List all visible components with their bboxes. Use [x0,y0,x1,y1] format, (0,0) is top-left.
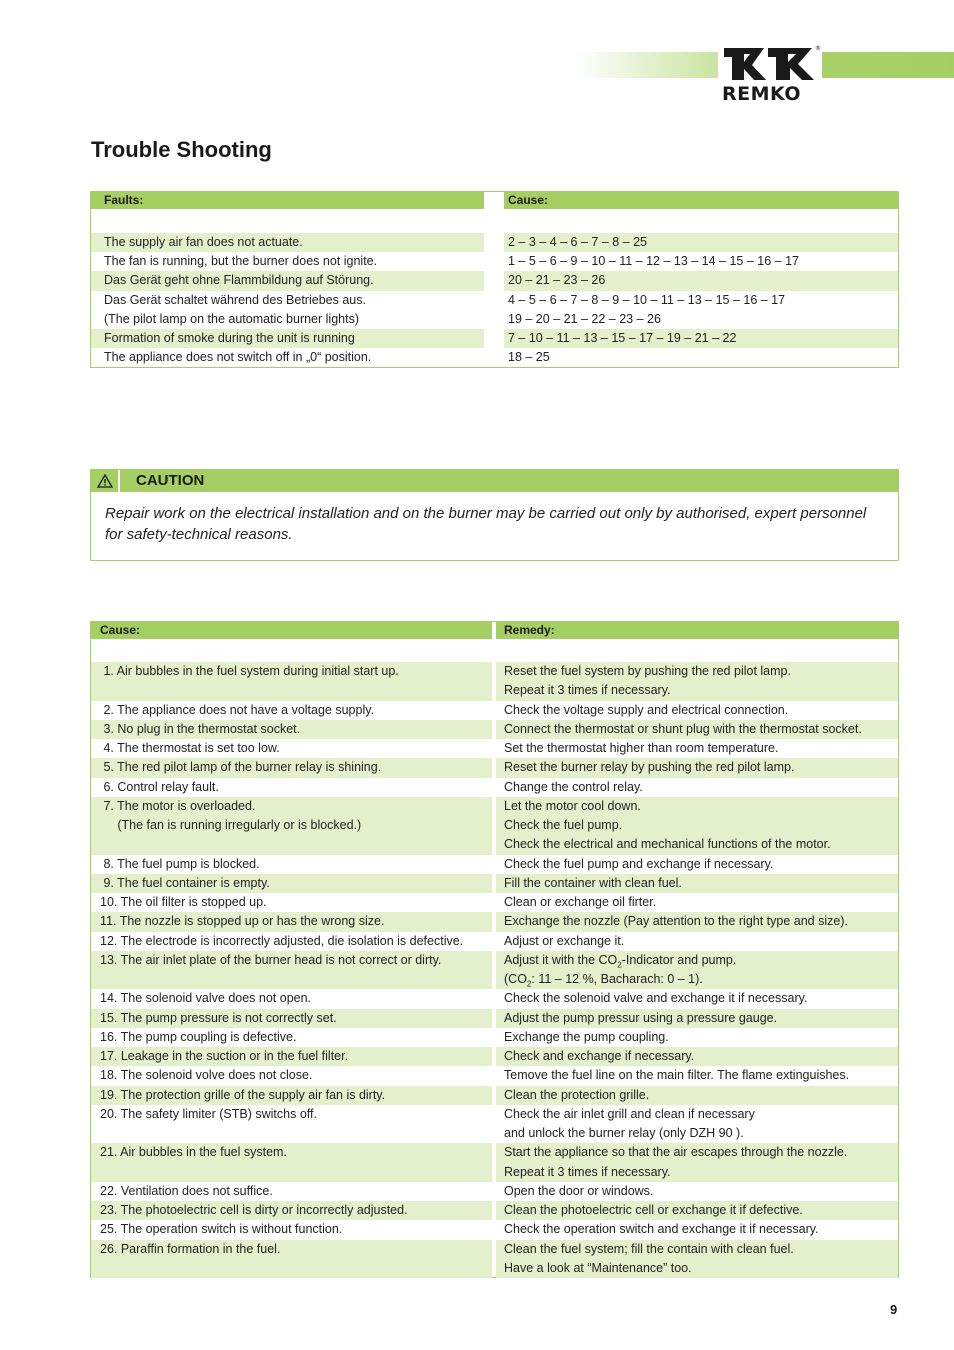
remedy-line: Check the fuel pump. [504,818,623,832]
remedy-row [91,855,898,874]
cause-line: 5. The red pilot lamp of the burner relay is shining. [100,760,382,775]
remedy-row [91,1028,898,1047]
cause-cell [91,855,492,874]
cause-cell [91,1086,492,1105]
cause-line: 6. Control relay fault. [100,779,219,794]
cause-line: 10. The oil filter is stopped up. [100,895,267,909]
cause-line: 18. The solenoid volve does not close. [100,1068,313,1083]
cause-cell [91,701,492,720]
fault-cause-list: 4 – 5 – 6 – 7 – 8 – 9 – 10 – 11 – 13 – 15 – 16 – 17 [508,292,786,307]
remedy-line: Check the solenoid valve and exchange it if necessary. [504,991,808,1006]
logo-wordmark: REMKO [722,83,802,105]
remedy-cell [496,739,898,758]
remedy-cell [496,1240,898,1279]
page-title: Trouble Shooting [91,137,272,162]
remedy-line: Reset the burner relay by pushing the red pilot lamp. [504,760,795,775]
cause-line: 8. The fuel pump is blocked. [100,856,260,871]
cause-cell [91,739,492,758]
cause-cell [91,797,492,855]
fault-cause-list: 7 – 10 – 11 – 13 – 15 – 17 – 19 – 21 – 22 [504,329,898,348]
cause-cell [91,758,492,777]
remedy-header [496,622,898,639]
remedy-cell [496,797,898,855]
caution-title: CAUTION [136,472,205,489]
remedy-line: Adjust it with the $CO_2$-Indicator and pump. [504,952,737,970]
remedy-line: Check the operation switch and exchange it if necessary. [504,1222,819,1237]
warning-triangle-icon [91,470,120,492]
cause-line: 9. The fuel container is empty. [100,875,270,890]
remedy-row [91,1066,898,1085]
cause-cell [91,932,492,951]
remedy-cell [496,1009,898,1028]
remedy-row [91,912,898,931]
cause-cell [91,662,492,701]
remedy-line: Adjust the pump pressur using a pressure gauge. [504,1010,778,1025]
remedy-line: Exchange the pump coupling. [504,1029,669,1044]
remedy-row [91,932,898,951]
remedy-row [91,893,898,912]
remedy-line: Check the voltage supply and electrical connection. [504,702,789,717]
remedy-cell [496,720,898,739]
cause-cell [91,720,492,739]
faults-row [91,310,898,329]
remedy-line: Open the door or windows. [504,1183,654,1198]
cause-header-label: Cause: [508,193,549,207]
remedy-row [91,874,898,893]
cause-cell [91,1201,492,1220]
fault-cause-list: 2 – 3 – 4 – 6 – 7 – 8 – 25 [504,233,898,252]
remedy-cell [496,1028,898,1047]
fault-text: The appliance does not switch off in „0“ position. [104,350,372,365]
remedy-line: and unlock the burner relay (only DZH 90 ). [504,1126,744,1140]
remedy-cause-header-label: Cause: [100,623,141,637]
faults-header [91,192,484,209]
fault-cause-list: 20 – 21 – 23 – 26 [504,271,898,290]
remedy-line: Repeat it 3 times if necessary. [504,1164,671,1179]
cause-cell [91,912,492,931]
cause-cell [91,893,492,912]
faults-row [91,329,898,348]
remedy-cell [496,1143,898,1182]
remedy-cell [496,1220,898,1239]
remedy-line: Check and exchange if necessary. [504,1049,695,1063]
remedy-row [91,701,898,720]
remedy-line: Fill the container with clean fuel. [504,875,682,890]
remedy-line: Set the thermostat higher than room temperature. [504,741,779,755]
remedy-line: Temove the fuel line on the main filter. The flame extinguishes. [504,1068,850,1083]
cause-line: 17. Leakage in the suction or in the fuel filter. [100,1049,349,1063]
cause-line: 12. The electrode is incorrectly adjusted, die isolation is defective. [100,933,464,948]
faults-table [90,191,899,368]
faults-row [91,348,898,367]
remedy-cell [496,912,898,931]
remedy-cell [496,932,898,951]
faults-row [91,233,898,252]
cause-line: 13. The air inlet plate of the burner head is not correct or dirty. [100,952,442,967]
remedy-row [91,662,898,701]
cause-cell [91,874,492,893]
remedy-line: Check the air inlet grill and clean if necessary [504,1106,755,1121]
fault-text: The fan is running, but the burner does not ignite. [104,254,378,269]
cause-header [504,192,898,209]
remedy-row [91,1009,898,1028]
remedy-cell [496,1182,898,1201]
remedy-line: Reset the fuel system by pushing the red pilot lamp. [504,664,791,678]
cause-cell [91,989,492,1008]
cause-line: (The fan is running irregularly or is blocked.) [100,818,362,832]
remedy-cell [496,989,898,1008]
cause-line: 22. Ventilation does not suffice. [100,1183,273,1198]
registered-mark: ® [815,45,821,52]
cause-line: 2. The appliance does not have a voltage supply. [100,702,375,717]
cause-line: 25. The operation switch is without function. [100,1222,343,1237]
remedy-line: Clean the fuel system; fill the contain with clean fuel. [504,1241,794,1256]
cause-line: 19. The protection grille of the supply air fan is dirty. [100,1087,386,1102]
remedy-line: Adjust or exchange it. [504,933,625,948]
remedy-cell [496,758,898,777]
cause-line: 23. The photoelectric cell is dirty or incorrectly adjusted. [100,1203,408,1217]
remedy-row [91,720,898,739]
faults-row [91,252,898,271]
remedy-row [91,1105,898,1144]
remedy-row [91,1047,898,1066]
remedy-line: ($CO_2$: 11 – 12 %, Bacharach: 0 – 1). [504,972,703,989]
remedy-header-label: Remedy: [504,623,555,637]
cause-cell [91,951,492,990]
cause-line: 4. The thermostat is set too low. [100,741,280,755]
co2-subscript: 2 [617,960,622,970]
remedy-line: Check the fuel pump and exchange if necessary. [504,856,774,871]
remedy-cell [496,701,898,720]
caution-box [90,469,899,561]
remedy-line: Clean the protection grille. [504,1087,650,1102]
remedy-line: Clean the photoelectric cell or exchange it if defective. [504,1203,803,1217]
remedy-cell [496,1047,898,1066]
cause-cell [91,778,492,797]
remedy-row [91,778,898,797]
remedy-cell [496,874,898,893]
remedy-row [91,1201,898,1220]
cause-line: 14. The solenoid valve does not open. [100,991,312,1006]
remedy-cell [496,855,898,874]
remedy-row [91,1240,898,1279]
cause-cell [91,1220,492,1239]
cause-line: 21. Air bubbles in the fuel system. [100,1145,287,1160]
fault-cause-list: 18 – 25 [508,350,550,365]
remedy-row [91,1182,898,1201]
remedy-cell [496,662,898,701]
faults-row [91,291,898,310]
remedy-row [91,797,898,855]
remedy-row [91,1086,898,1105]
cause-line: 26. Paraffin formation in the fuel. [100,1241,281,1256]
cause-line: 16. The pump coupling is defective. [100,1029,297,1044]
fault-text: Formation of smoke during the unit is running [91,329,484,348]
cause-line: 20. The safety limiter (STB) switchs off. [100,1106,317,1121]
page-number: 9 [890,1302,898,1317]
remedy-line: Start the appliance so that the air escapes through the nozzle. [504,1145,848,1160]
cause-cell [91,1028,492,1047]
remedy-line: Check the electrical and mechanical functions of the motor. [504,837,831,852]
cause-cell [91,1066,492,1085]
fault-text: Das Gerät geht ohne Flammbildung auf Störung. [91,271,484,290]
remedy-row [91,1143,898,1182]
cause-line: 1. Air bubbles in the fuel system during initial start up. [100,664,399,678]
remedy-line: Clean or exchange oil firter. [504,895,657,909]
remedy-cell [496,893,898,912]
caution-text: Repair work on the electrical installation and on the burner may be carried out only by authorised, expert personnel for safety-technical reasons. [105,505,867,543]
faults-row [91,271,898,290]
remedy-line: Have a look at “Maintenance” too. [504,1260,692,1275]
remedy-cause-header [91,622,492,639]
remedy-table [90,621,899,1278]
caution-header [91,470,898,492]
faults-header-label: Faults: [104,193,144,207]
fault-text: Das Gerät schaltet während des Betriebes aus. [104,292,366,307]
cause-cell [91,1009,492,1028]
cause-line: 11. The nozzle is stopped up or has the wrong size. [100,914,385,929]
remedy-line: Let the motor cool down. [504,798,641,813]
fault-text: (The pilot lamp on the automatic burner lights) [104,311,359,326]
remko-logo-mark-icon [718,44,822,84]
remedy-row [91,951,898,990]
remedy-row [91,739,898,758]
cause-line: 7. The motor is overloaded. [100,798,256,813]
remedy-cell [496,1201,898,1220]
remedy-row [91,1220,898,1239]
remedy-cell [496,1105,898,1144]
remedy-cell [496,778,898,797]
remedy-line: Connect the thermostat or shunt plug with the thermostat socket. [504,721,862,736]
remedy-cell [496,1066,898,1085]
co2-subscript: 2 [526,979,532,989]
remedy-line: Exchange the nozzle (Pay attention to the right type and size). [504,914,848,929]
cause-cell [91,1182,492,1201]
remedy-line: Change the control relay. [504,779,643,794]
fault-text: The supply air fan does not actuate. [91,233,484,252]
fault-cause-list: 19 – 20 – 21 – 22 – 23 – 26 [508,311,661,326]
remedy-cell [496,951,898,990]
fault-cause-list: 1 – 5 – 6 – 9 – 10 – 11 – 12 – 13 – 14 – 15 – 16 – 17 [508,254,799,269]
cause-line: 3. No plug in the thermostat socket. [100,721,301,736]
cause-cell [91,1105,492,1144]
cause-cell [91,1047,492,1066]
cause-cell [91,1143,492,1182]
remedy-line: Repeat it 3 times if necessary. [504,683,671,698]
remedy-cell [496,1086,898,1105]
remedy-row [91,989,898,1008]
cause-cell [91,1240,492,1279]
remedy-row [91,758,898,777]
cause-line: 15. The pump pressure is not correctly set. [100,1010,337,1025]
